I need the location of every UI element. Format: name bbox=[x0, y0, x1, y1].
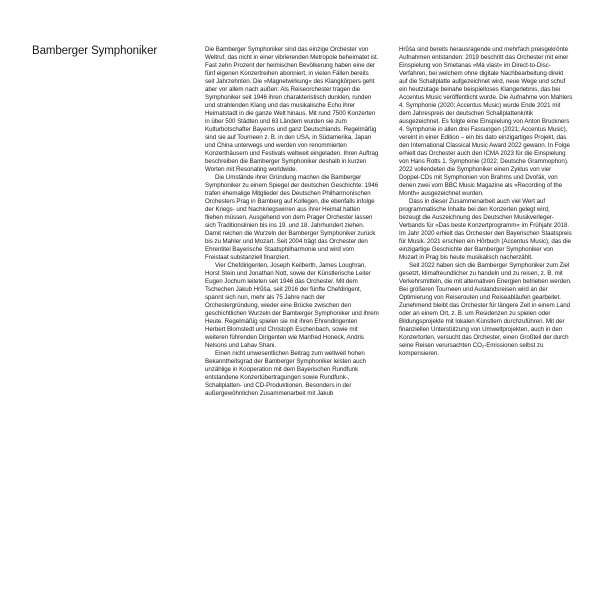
paragraph: Vier Chefdirigenten, Joseph Keilberth, James Loughran, Horst Stein und Jonathan Nott, sowie der Künstlerische Leiter Eugen Jochum leiteten seit 1946 das Orchester. Mit dem Tschechen Jakub Hrůša, seit 2016 der fünfte Chefdirigent, spannt sich nun, mehr als 75 Jahre nach der Orchestergründung, wieder eine Brücke zwischen den geschichtlichen Wurzeln der Bamberger Symphoniker und ihrem Heute. Regelmäßig spielen sie mit ihren Ehrendirigenten Herbert Blomstedt und Christoph Eschenbach, sowie mit weiteren führenden Dirigenten wie Manfred Honeck, Andris Nelsons und Lahav Shani. bbox=[205, 262, 379, 349]
page-title: Bamberger Symphoniker bbox=[32, 45, 158, 57]
paragraph: Die Bamberger Symphoniker sind das einzige Orchester von Weltruf, das nicht in einer vibrierenden Metropole beheimatet ist. Fast zehn Prozent der heimischen Bevölkerung haben eine der fünf eigenen Konzertreihen abonniert, in vielen Fällen bereits seit Jahrzehnten. Die »Magnetwirkung« des Klangkörpers geht aber vor allem nach außen: Als Reiseorchester tragen die Symphoniker seit 1946 ihren charakteristisch dunklen, runden und strahlenden Klang und das musikalische Echo ihrer Heimatstadt in die ganze Welt hinaus. Mit rund 7500 Konzerten in über 500 Städten und 63 Ländern wurden sie zum Kulturbotschafter Bayerns und ganz Deutschlands. Regelmäßig sind sie auf Tourneen z. B. in den USA, in Südamerika, Japan und China unterwegs und werden von renommierten Konzerthäusern und Festivals weltweit eingeladen. Ihren Auftrag beschreiben die Bamberger Symphoniker deshalb in kurzen Worten mit Resonating worldwide. bbox=[205, 46, 379, 173]
paragraph: Seit 2022 haben sich die Bamberger Symphoniker zum Ziel gesetzt, klimafreundlicher zu handeln und zu reisen, z. B. mit Verkehrsmitteln, die mit alternativen Energien betrieben werden. Bei größeren Tourneen und Auslandsreisen wird an der Optimierung von Reiserouten und Reiseabläufen gearbeitet. Zunehmend bleibt das Orchester für längere Zeit in einem Land oder an einem Ort, z. B. um Residenzen zu spielen oder Bildungsprojekte mit lokalen Künstlern durchzuführen. Mit der finanziellen Unterstützung von Umweltprojekten, auch in den Konzertorten, versucht das Orchester, einen Großteil der durch seine Reisen verursachten CO₂-Emissionen selbst zu kompensieren. bbox=[399, 262, 572, 357]
text-column-right bbox=[399, 46, 573, 358]
paragraph: Einen nicht unwesentlichen Beitrag zum weltweit hohen Bekanntheitsgrad der Bamberger Symphoniker leisten auch unzählige in Kooperation mit dem Bayerischen Rundfunk entstandene Konzertübertragungen sowie Rundfunk-, Schallplatten- und CD-Produktionen. Besonders in der außergewöhnlichen Zusammenarbeit mit Jakub bbox=[205, 350, 366, 397]
paragraph: Die Umstände ihrer Gründung machen die Bamberger Symphoniker zu einem Spiegel der deutschen Geschichte: 1946 trafen ehemalige Mitglieder des Deutschen Philharmonischen Orchesters Prag in Bamberg auf Kollegen, die ebenfalls infolge der Kriegs- und Nachkriegswirren aus ihrer Heimat hatten fliehen müssen. Ausgehend von dem Prager Orchester lassen sich Traditionslinien bis ins 19. und 18. Jahrhundert ziehen. Damit reichen die Wurzeln der Bamberger Symphoniker zurück bis zu Mahler und Mozart. Seit 2004 trägt das Orchester den Ehrentitel Bayerische Staatsphilharmonie und wird vom Freistaat substanziell finanziert. bbox=[205, 174, 379, 261]
text-column-left bbox=[205, 46, 379, 398]
paragraph: Dass in dieser Zusammenarbeit auch viel Wert auf programmatische Inhalte bei den Konzerten gelegt wird, bezeugt die Auszeichnung des Deutschen Musikverleger-Verbands für »Das beste Konzertprogramm« im Frühjahr 2018. Im Jahr 2020 erhielt das Orchester den Bayerischen Staatspreis für Musik. 2021 erschien ein Hörbuch (Accentus Music), das die einzigartige Geschichte der Bamberger Symphoniker von Mozart in Prag bis heute musikalisch nacherzählt. bbox=[399, 198, 572, 261]
paragraph: Hrůša sind bereits herausragende und mehrfach preisgekrönte Aufnahmen entstanden: 2019 beschritt das Orchester mit einer Einspielung von Smetanas »Má vlast« im Direct-to-Disc-Verfahren, bei welchem ohne digitale Nachbearbeitung direkt auf die Schallplatte aufgezeichnet wird, neue Wege und schuf ein heutzutage beinahe beispielloses Klangerlebnis, das bei Accentus Music veröffentlicht wurde. Die Aufnahme von Mahlers 4. Symphonie (2020; Accentus Music) wurde Ende 2021 mit dem Jahrespreis der deutschen Schallplattenkritik ausgezeichnet. Es folgte eine Einspielung von Anton Bruckners 4. Symphonie in allen drei Fassungen (2021; Accentus Music), vereint in einer Edition – ein bis dato einzigartiges Projekt, das den International Classical Music Award 2022 gewann. In Folge erhielt das Orchester auch den ICMA 2023 für die Einspielung von Hans Rotts 1. Symphonie (2022; Deutsche Grammophon). 2022 vollendeten die Symphoniker einen Zyklus von vier Doppel-CDs mit Symphonien von Brahms und Dvořák, von denen zwei vom BBC Music Magazine als »Recording of the Month« ausgezeichnet wurden. bbox=[399, 46, 573, 197]
